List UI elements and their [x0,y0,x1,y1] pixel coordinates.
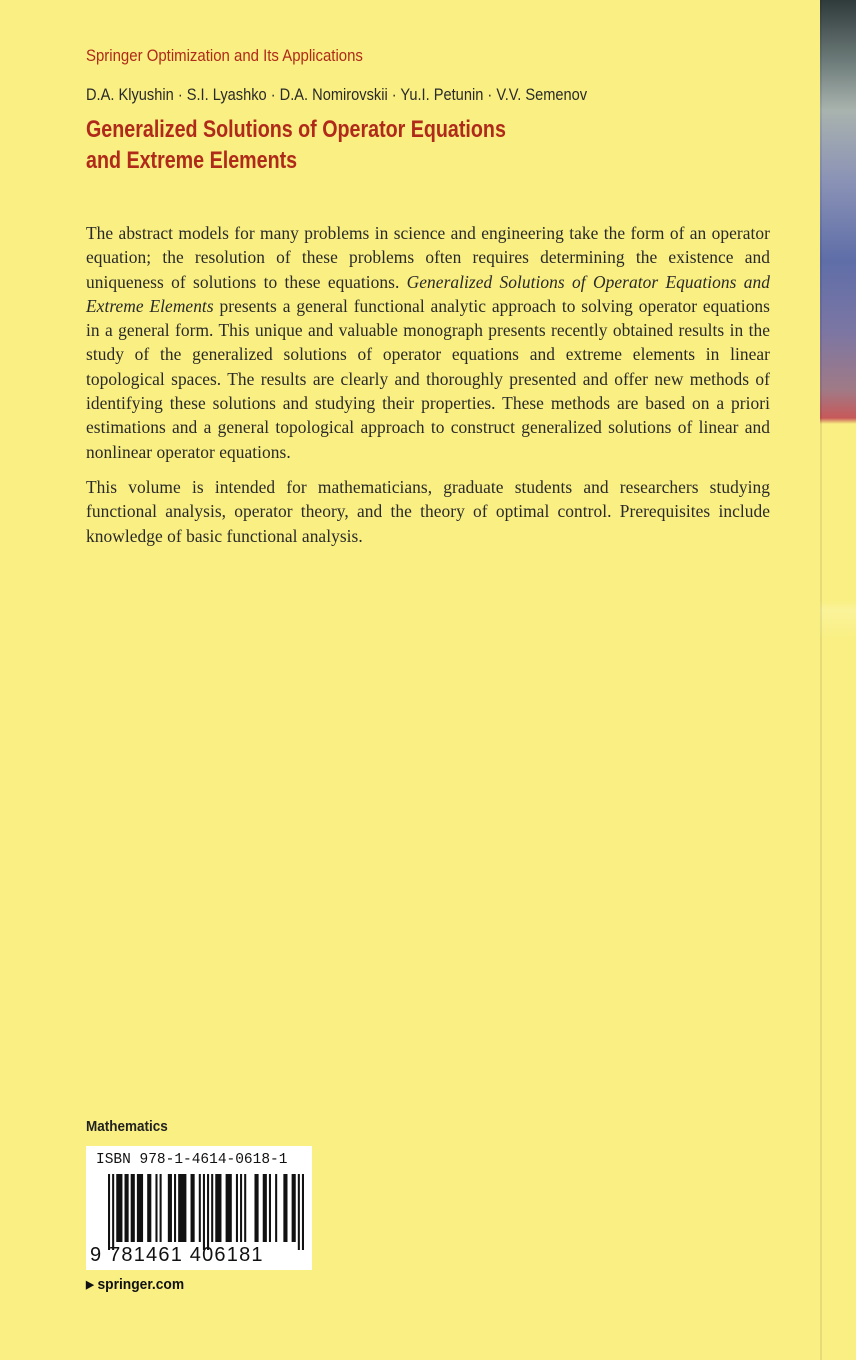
title-line-1: Generalized Solutions of Operator Equations [86,116,506,143]
barcode-bar [236,1174,238,1242]
barcode-bar [263,1174,267,1242]
subject-category: Mathematics [86,1118,168,1135]
barcode-bar [160,1174,162,1242]
authors-line: D.A. Klyushin · S.I. Lyashko · D.A. Nomirovskii · Yu.I. Petunin · V.V. Semenov [86,85,588,104]
barcode-bars [108,1174,304,1250]
barcode-bar [174,1174,176,1242]
barcode-bar [254,1174,258,1242]
barcode-bar [168,1174,172,1242]
barcode-bar [112,1174,114,1250]
barcode-bar [215,1174,221,1242]
barcode-bar [191,1174,195,1242]
barcode-bar [302,1174,304,1250]
barcode-bar [155,1174,157,1242]
barcode-bar [244,1174,246,1242]
book-title [86,114,506,176]
barcode-bar [283,1174,287,1242]
cover-spine-edge [820,0,856,1360]
title-line-2: and Extreme Elements [86,147,298,174]
blurb-p1-italic-title: Generalized Solutions of Operator Equations and Extreme Elements [86,271,770,316]
barcode-bar [108,1174,110,1250]
barcode-bar [211,1174,213,1242]
barcode-bar [199,1174,201,1242]
barcode-bar [147,1174,151,1242]
barcode-bar [269,1174,271,1242]
barcode-bar [292,1174,296,1242]
publisher-website[interactable] [86,1276,184,1293]
barcode-bar [116,1174,122,1242]
blurb-paragraph-1 [86,221,770,464]
barcode-bar [203,1174,205,1250]
isbn-barcode [86,1146,312,1270]
isbn-label: ISBN 978-1-4614-0618-1 [96,1152,288,1168]
blurb [86,221,770,559]
barcode-bar [207,1174,209,1250]
barcode-bar [240,1174,242,1242]
barcode-bar [131,1174,135,1242]
arrow-right-icon: ▶ [86,1279,94,1291]
ean-digits: 9 781461 406181 [90,1244,264,1266]
blurb-p1-text-a: The abstract models for many problems in science and engineering take the form of an operator equation; the resolution of these problems often requires determining the existence and uniqueness of solutions to these equations. [86,223,770,292]
barcode-bar [298,1174,300,1250]
blurb-paragraph-2: This volume is intended for mathematicians, graduate students and researchers studying functional analysis, operator theory, and the theory of optimal control. Prerequisites include knowledge of basic functional analysis. [86,476,770,546]
website-label: springer.com [97,1276,185,1293]
barcode-bar [226,1174,232,1242]
barcode-bar [137,1174,143,1242]
blurb-p1-text-b: presents a general functional analytic approach to solving operator equations in a general form. This unique and valuable monograph presents recently obtained results in the study of the generalized solutions of operator equations and extreme elements in linear topological spaces. The results are clearly and thoroughly presented and offer new methods of identifying these solutions and studying their properties. These methods are based on a priori estimations and a general topological approach to construct generalized solutions of linear and nonlinear operator equations. [86,295,770,462]
series-name: Springer Optimization and Its Applications [86,46,363,65]
barcode-bar [275,1174,277,1242]
barcode-bar [178,1174,186,1242]
barcode-bar [125,1174,129,1242]
